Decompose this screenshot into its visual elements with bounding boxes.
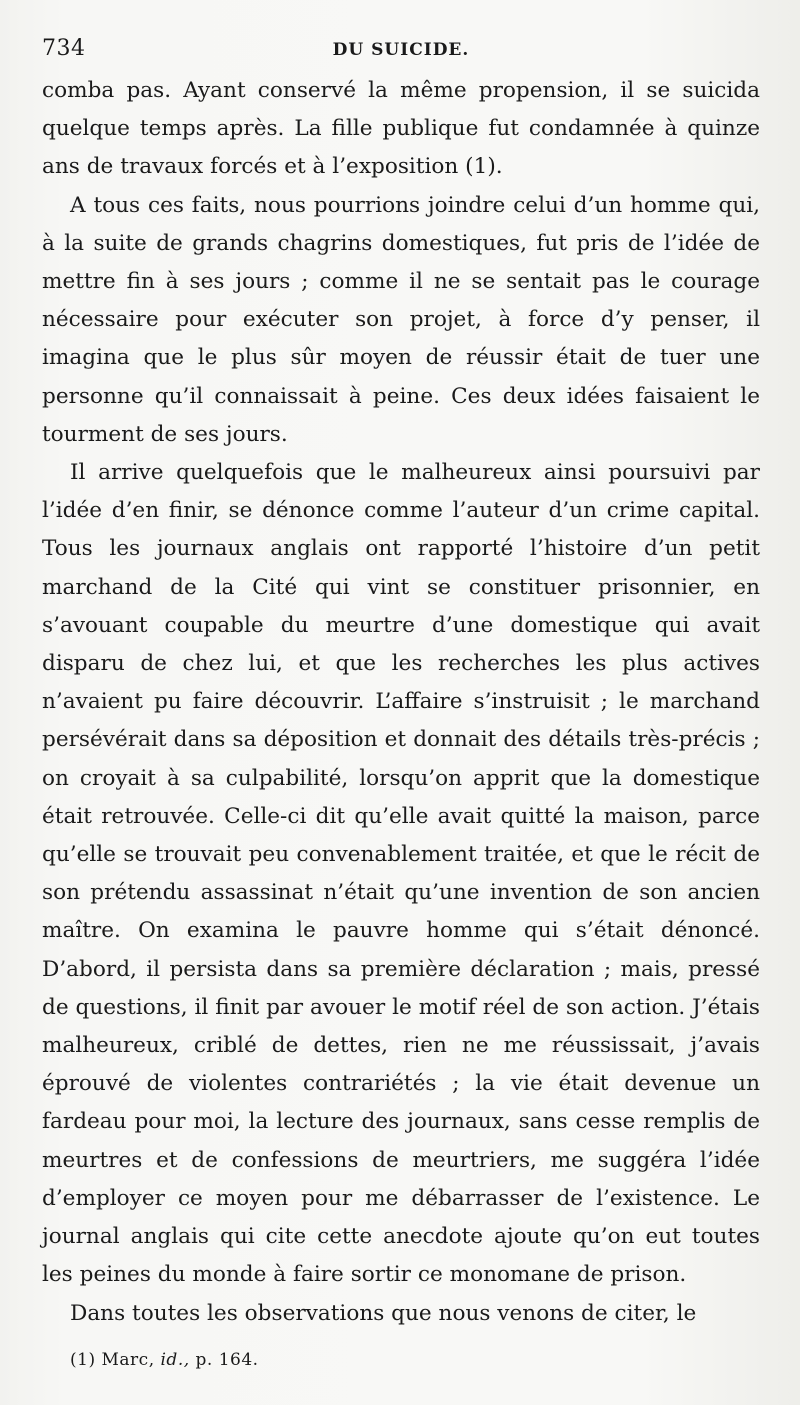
body-text	[42, 72, 760, 1333]
paragraph-continuation: comba pas. Ayant conservé la même propension, il se suicida quelque temps après. La fille publique fut condamnée à quinze ans de travaux forcés et à l’exposition (1).	[42, 78, 760, 180]
running-head: DU SUICIDE.	[332, 40, 470, 60]
paragraph-denonciation: Il arrive quelquefois que le malheureux ainsi poursuivi par l’idée d’en finir, se dénonce comme l’auteur d’un crime capital. Tous les journaux anglais ont rapporté l’histoire d’un petit marchand de la Cité qui vint se constituer prisonnier, en s’avouant coupable du meurtre d’une domestique qui avait disparu de chez lui, et que les recherches les plus actives n’avaient pu faire découvrir. L’affaire s’instruisit ; le marchand persévérait dans sa déposition et donnait des détails très-précis ; on croyait à sa culpabilité, lorsqu’on apprit que la domestique était retrouvée. Celle-ci dit qu’elle avait quitté la maison, parce qu’elle se trouvait peu convenablement traitée, et que le récit de son prétendu assassinat n’était qu’une invention de son ancien maître. On examina le pauvre homme qui s’était dénoncé. D’abord, il persista dans sa première déclaration ; mais, pressé de questions, il finit par avouer le motif réel de son action. J’étais malheureux, criblé de dettes, rien ne me réussissait, j’avais éprouvé de violentes contrariétés ; la vie était devenue un fardeau pour moi, la lecture des journaux, sans cesse remplis de meurtres et de confessions de meurtriers, me suggéra l’idée d’employer ce moyen pour me débarrasser de l’existence. Le journal anglais qui cite cette anecdote ajoute qu’on eut toutes les peines du monde à faire sortir ce monomane de prison.	[42, 460, 760, 1288]
footnote-page: p. 164.	[195, 1350, 259, 1370]
footnote	[70, 1350, 259, 1370]
footnote-marker: (1)	[70, 1350, 96, 1370]
paragraph-observations: Dans toutes les observations que nous venons de citer, le	[70, 1300, 697, 1326]
page-number: 734	[42, 36, 86, 61]
paragraph-homme: A tous ces faits, nous pourrions joindre celui d’un homme qui, à la suite de grands chagrins domestiques, fut pris de l’idée de mettre fin à ses jours ; comme il ne se sentait pas le courage nécessaire pour exécuter son projet, à force d’y penser, il imagina que le plus sûr moyen de réussir était de tuer une personne qu’il connaissait à peine. Ces deux idées faisaient le tourment de ses jours.	[42, 192, 760, 447]
footnote-ref: id.,	[160, 1350, 190, 1370]
page-header	[42, 34, 760, 64]
footnote-author: Marc,	[101, 1350, 155, 1370]
